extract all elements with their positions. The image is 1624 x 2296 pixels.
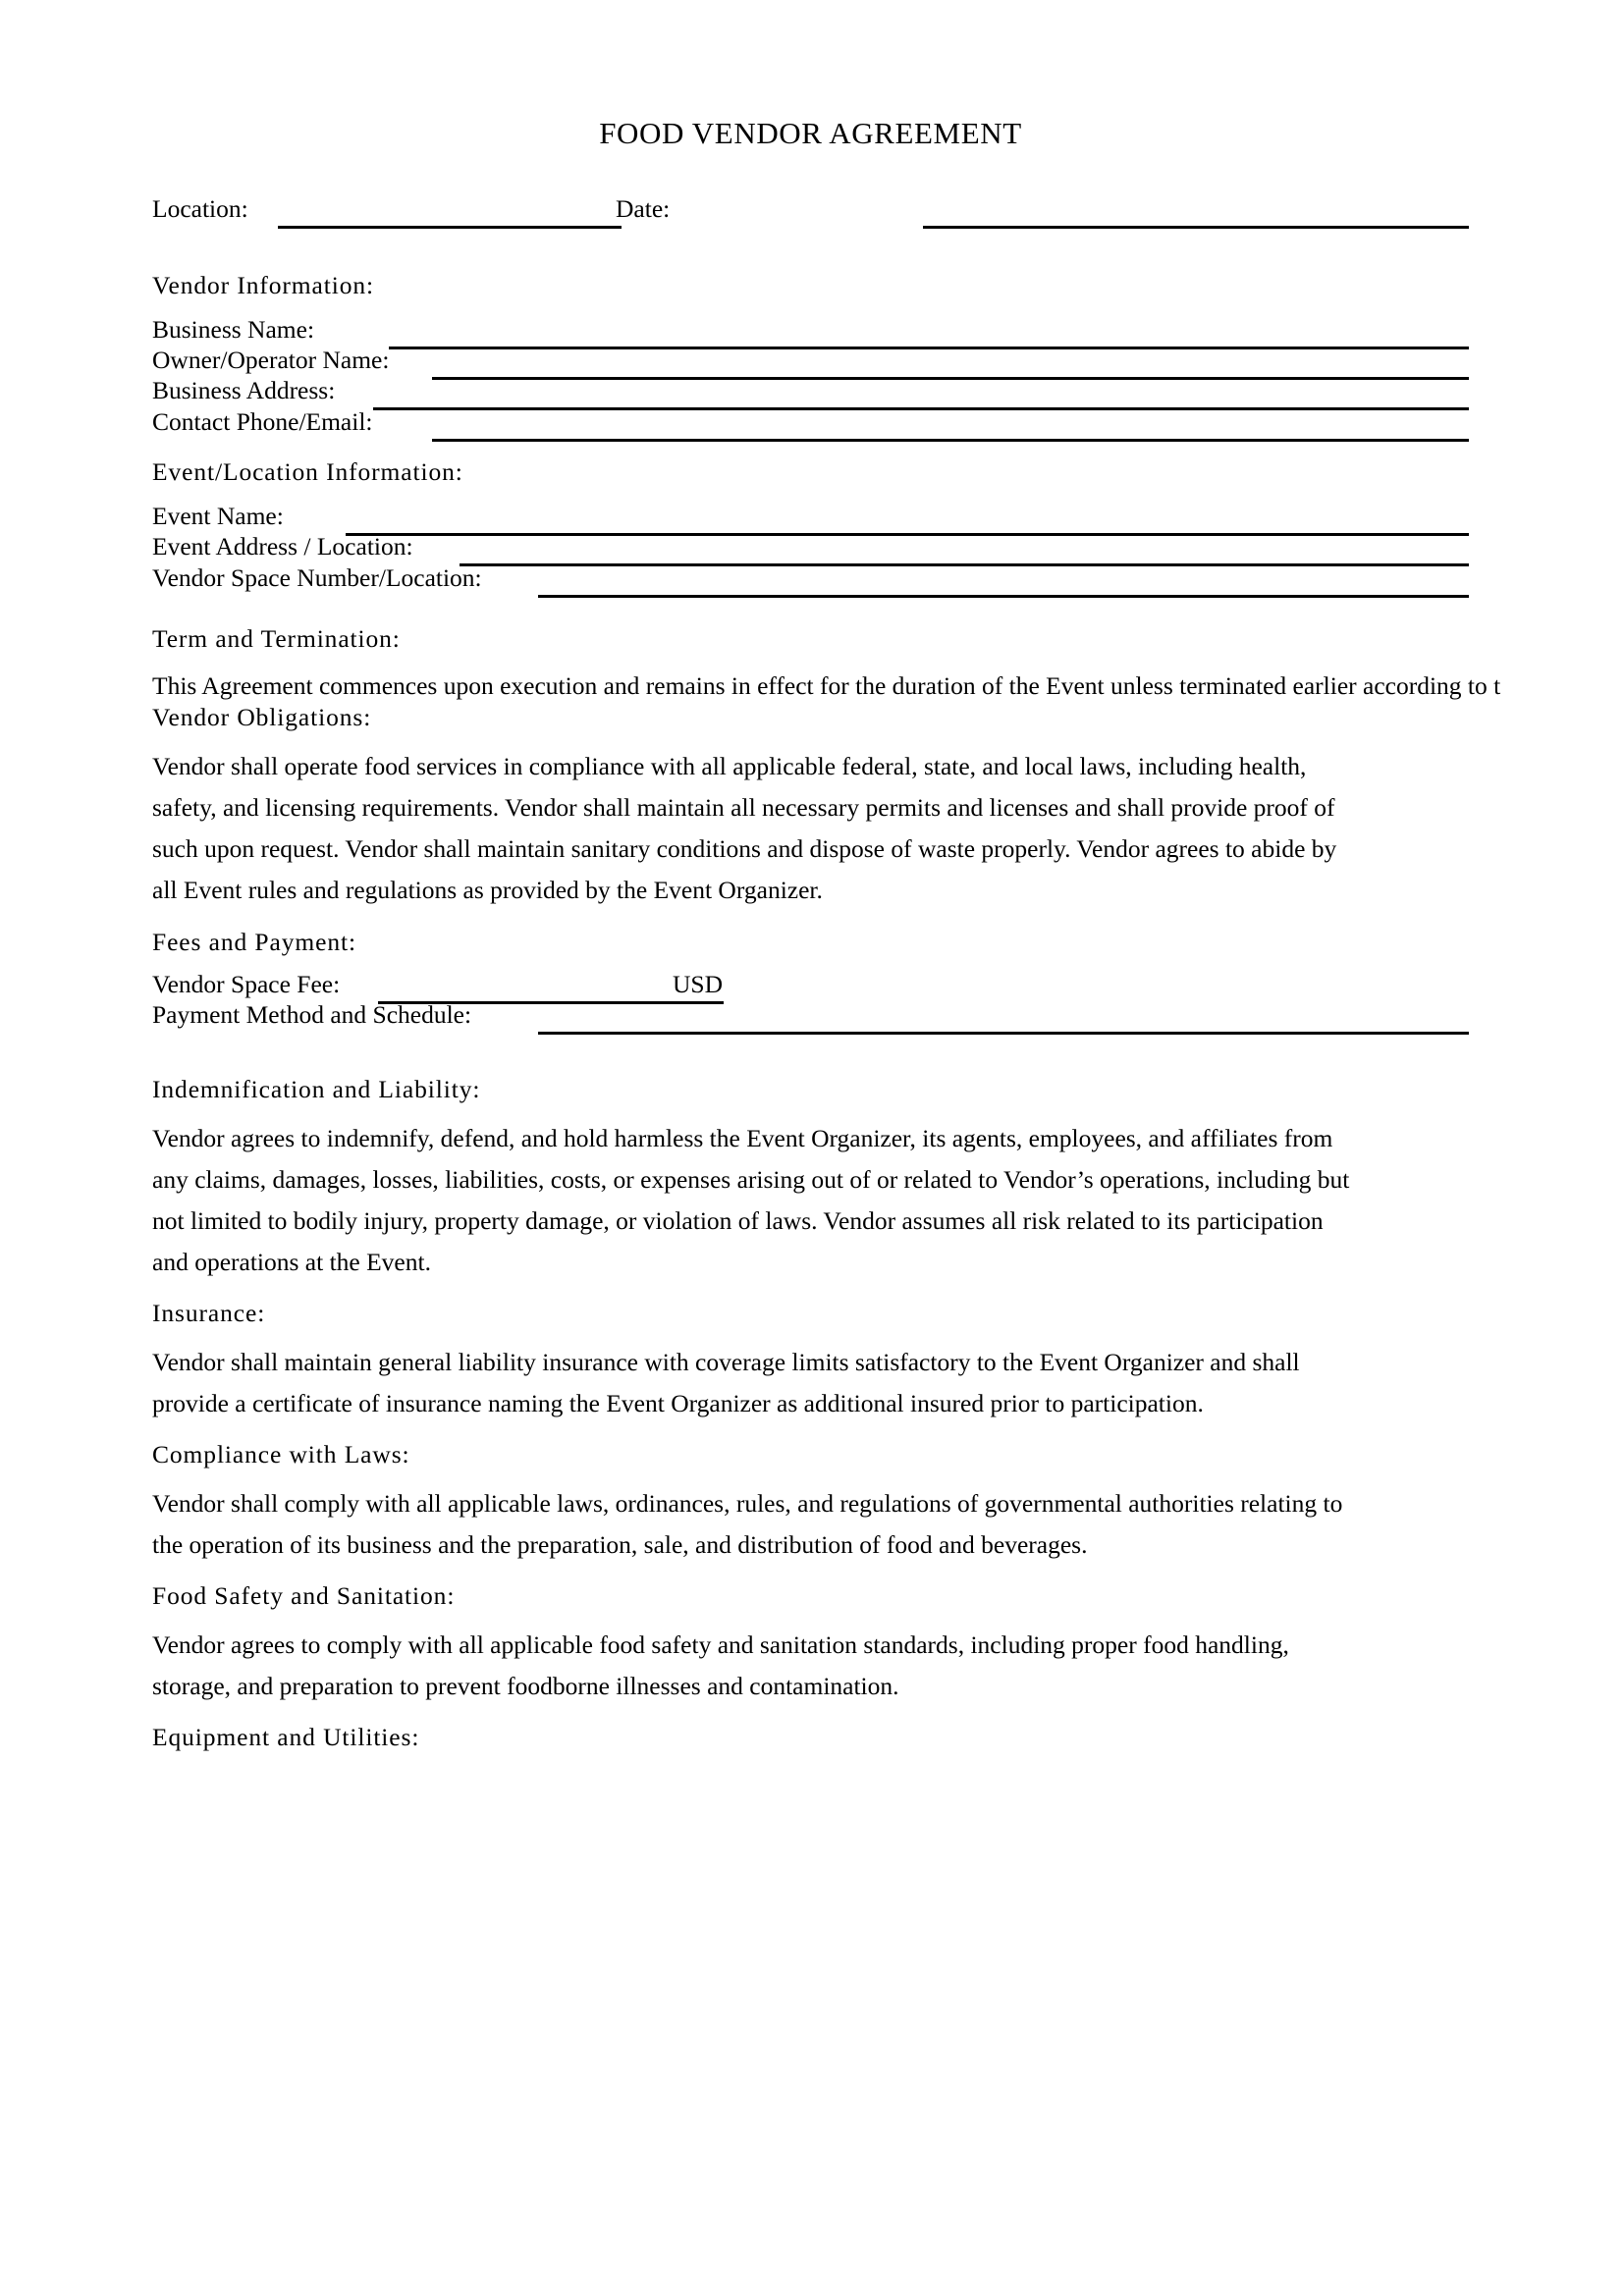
vendor-obligations-heading: Vendor Obligations: (152, 703, 372, 731)
insurance-heading: Insurance: (152, 1299, 266, 1327)
location-input-rule[interactable] (278, 226, 622, 229)
paragraph-line: provide a certificate of insurance naming the Event Organizer as additional insured prior to participation. (152, 1389, 1204, 1417)
date-input-rule[interactable] (923, 226, 1469, 229)
compliance-body (152, 1483, 1342, 1566)
page-content (152, 0, 1501, 2296)
currency-label: USD (673, 970, 724, 998)
paragraph-line: the operation of its business and the preparation, sale, and distribution of food and beverages. (152, 1530, 1088, 1559)
vendor-space-fee-label: Vendor Space Fee: (152, 970, 341, 998)
vendor-space-number-label: Vendor Space Number/Location: (152, 563, 482, 592)
date-label: Date: (616, 194, 671, 223)
business-address-label: Business Address: (152, 376, 336, 404)
food-safety-heading: Food Safety and Sanitation: (152, 1581, 456, 1610)
paragraph-line: and operations at the Event. (152, 1248, 431, 1276)
owner-operator-name-label: Owner/Operator Name: (152, 346, 390, 374)
event-address-input-rule[interactable] (460, 563, 1469, 566)
paragraph-line: not limited to bodily injury, property damage, or violation of laws. Vendor assumes all risk related to its participation (152, 1206, 1324, 1235)
business-name-input-rule[interactable] (389, 347, 1469, 349)
paragraph-line: storage, and preparation to prevent foodborne illnesses and contamination. (152, 1672, 899, 1700)
page-title: FOOD VENDOR AGREEMENT (599, 116, 1022, 150)
indemnification-heading: Indemnification and Liability: (152, 1075, 481, 1103)
contact-phone-email-input-rule[interactable] (432, 439, 1469, 442)
vendor-space-number-input-rule[interactable] (538, 595, 1469, 598)
paragraph-line: any claims, damages, losses, liabilities, costs, or expenses arising out of or related to Vendor’s operations, including but (152, 1165, 1350, 1194)
fees-payment-heading: Fees and Payment: (152, 928, 356, 956)
location-label: Location: (152, 194, 248, 223)
vendor-information-heading: Vendor Information: (152, 271, 375, 299)
compliance-heading: Compliance with Laws: (152, 1440, 410, 1468)
paragraph-line: Vendor shall comply with all applicable laws, ordinances, rules, and regulations of governmental authorities relating to (152, 1489, 1343, 1518)
food-safety-body (152, 1625, 1289, 1707)
paragraph-line: safety, and licensing requirements. Vendor shall maintain all necessary permits and licenses and shall provide proof of (152, 793, 1335, 822)
indemnification-body (152, 1118, 1349, 1283)
paragraph-line: such upon request. Vendor shall maintain sanitary conditions and dispose of waste properly. Vendor agrees to abide by (152, 834, 1337, 863)
paragraph-line: all Event rules and regulations as provided by the Event Organizer. (152, 876, 823, 904)
business-address-input-rule[interactable] (373, 407, 1469, 410)
contact-phone-email-label: Contact Phone/Email: (152, 407, 373, 436)
vendor-obligations-body (152, 746, 1336, 911)
event-name-label: Event Name: (152, 502, 284, 530)
paragraph-line: Vendor agrees to comply with all applicable food safety and sanitation standards, including proper food handling, (152, 1630, 1289, 1659)
event-name-input-rule[interactable] (346, 533, 1469, 536)
payment-method-input-rule[interactable] (538, 1032, 1469, 1035)
business-name-label: Business Name: (152, 315, 315, 344)
term-termination-body: This Agreement commences upon execution and remains in effect for the duration of the Event unless terminated earlier according to t (152, 671, 1501, 700)
owner-operator-name-input-rule[interactable] (432, 377, 1469, 380)
equipment-utilities-heading: Equipment and Utilities: (152, 1723, 420, 1751)
paragraph-line: Vendor shall maintain general liability insurance with coverage limits satisfactory to the Event Organizer and shall (152, 1348, 1300, 1376)
event-information-heading: Event/Location Information: (152, 457, 463, 486)
term-termination-heading: Term and Termination: (152, 624, 401, 653)
payment-method-label: Payment Method and Schedule: (152, 1000, 472, 1029)
paragraph-line: Vendor agrees to indemnify, defend, and hold harmless the Event Organizer, its agents, employees, and affiliates from (152, 1124, 1333, 1152)
event-address-location-label: Event Address / Location: (152, 532, 413, 561)
insurance-body (152, 1342, 1300, 1424)
paragraph-line: Vendor shall operate food services in compliance with all applicable federal, state, and local laws, including health, (152, 752, 1307, 780)
